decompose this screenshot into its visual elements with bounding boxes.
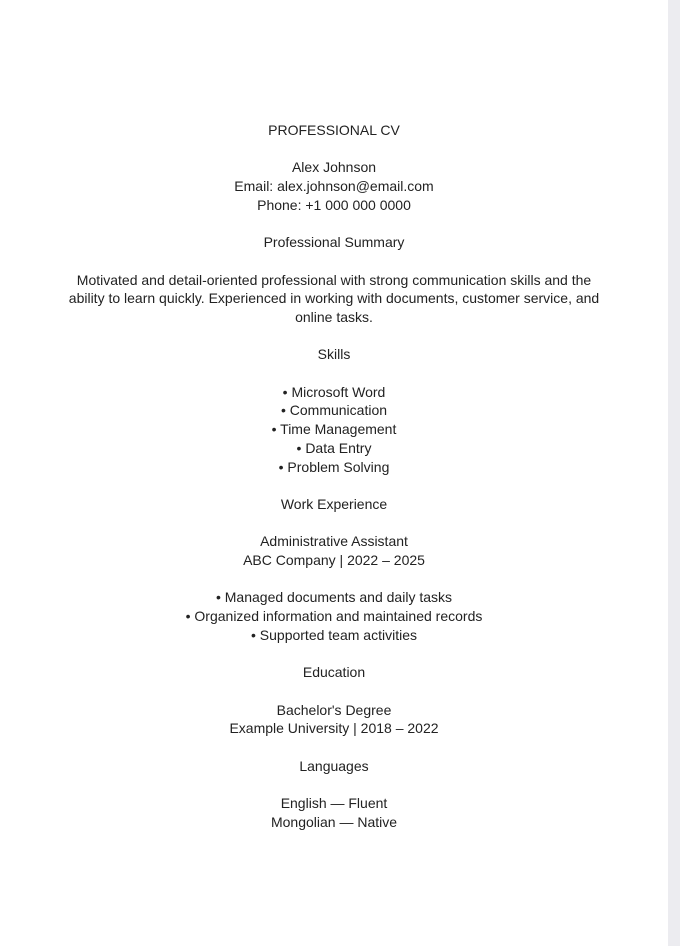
experience-company: ABC Company | 2022 – 2025 bbox=[243, 552, 425, 569]
skill-item: • Problem Solving bbox=[278, 458, 390, 475]
language-item: Mongolian — Native bbox=[270, 813, 398, 830]
spacer bbox=[0, 476, 668, 495]
spacer bbox=[0, 682, 668, 701]
experience-duty: • Supported team activities bbox=[251, 626, 417, 643]
skill-item: • Time Management bbox=[271, 421, 397, 438]
language-item: English — Fluent bbox=[280, 795, 388, 812]
contact-phone: Phone: +1 000 000 0000 bbox=[257, 196, 411, 213]
education-school: Example University | 2018 – 2022 bbox=[229, 720, 439, 737]
spacer bbox=[0, 364, 668, 383]
spacer bbox=[0, 327, 668, 346]
spacer bbox=[0, 140, 668, 159]
experience-role: Administrative Assistant bbox=[260, 533, 408, 550]
experience-duty: • Organized information and maintained records bbox=[185, 608, 483, 625]
summary-text: Motivated and detail-oriented professional with strong communication skills and the ability to learn quickly. Experienced in working with documents, customer service, and online tasks. bbox=[68, 271, 600, 325]
experience-heading: Work Experience bbox=[280, 495, 388, 512]
spacer bbox=[0, 514, 668, 533]
cv-content bbox=[0, 121, 668, 832]
skills-heading: Skills bbox=[317, 346, 351, 363]
spacer bbox=[0, 775, 668, 794]
spacer bbox=[0, 645, 668, 664]
skill-item: • Data Entry bbox=[296, 439, 372, 456]
cv-title: PROFESSIONAL CV bbox=[268, 122, 400, 138]
contact-email: Email: alex.johnson@email.com bbox=[234, 178, 434, 195]
education-heading: Education bbox=[302, 664, 366, 681]
spacer bbox=[0, 570, 668, 589]
spacer bbox=[0, 252, 668, 271]
spacer bbox=[0, 738, 668, 757]
contact-name: Alex Johnson bbox=[291, 159, 377, 176]
scrollbar-track[interactable] bbox=[668, 0, 680, 946]
languages-heading: Languages bbox=[299, 757, 369, 774]
spacer bbox=[0, 215, 668, 234]
skill-item: • Microsoft Word bbox=[282, 383, 386, 400]
education-degree: Bachelor's Degree bbox=[276, 701, 392, 718]
experience-duty: • Managed documents and daily tasks bbox=[215, 589, 453, 606]
skill-item: • Communication bbox=[280, 402, 388, 419]
summary-heading: Professional Summary bbox=[263, 234, 405, 251]
